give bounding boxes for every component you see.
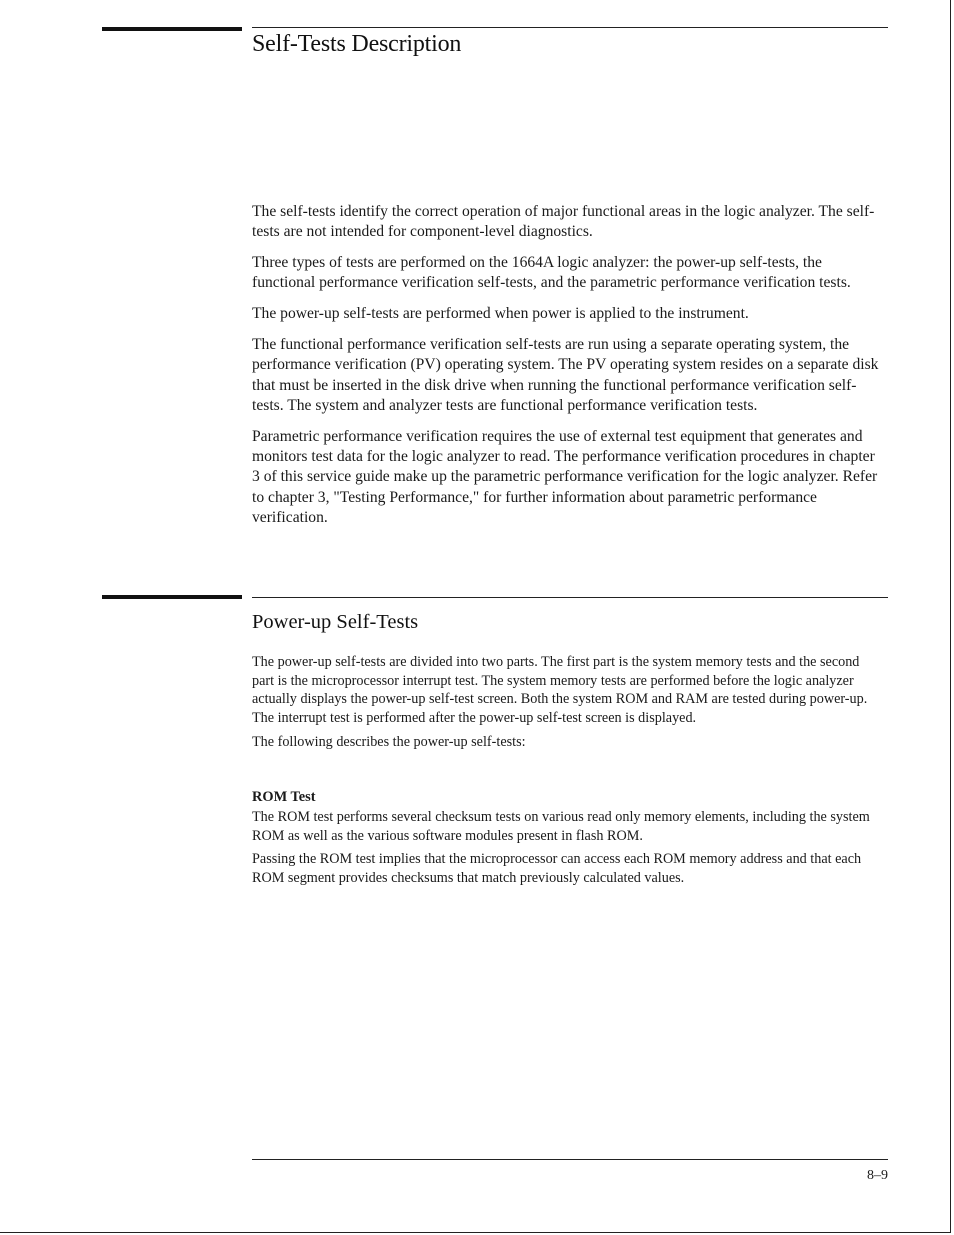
footer-rule: [252, 1159, 888, 1160]
paragraph: Parametric performance verification requires the use of external test equipment that generates and monitors test data for the logic analyzer to read. The performance verification procedures in chapter 3 of this service guide make up the parametric performance verification for the logic analyzer. Refer to chapter 3, "Testing Performance," for further information about parametric performance verification.: [252, 427, 878, 526]
paragraph: The functional performance verification self-tests are run using a separate operating system, the performance verification (PV) operating system. The PV operating system resides on a separate disk that must be inserted in the disk drive when running the functional performance verification self-tests. The system and analyzer tests are functional performance verification tests.: [252, 335, 879, 414]
paragraph: The following describes the power-up self-tests:: [252, 733, 526, 750]
paragraph: The power-up self-tests are divided into two parts. The first part is the system memory tests and the second part is the microprocessor interrupt test. The system memory tests are performed before the logic analyzer actually displays the power-up self-test screen. Both the system ROM and RAM are tested during power-up. The interrupt test is performed after the power-up self-test screen is displayed.: [252, 654, 868, 727]
page-number: 8–9: [867, 1168, 888, 1183]
paragraph: The ROM test performs several checksum tests on various read only memory elements, including the system ROM as well as the various software modules present in flash ROM.: [252, 809, 870, 844]
page-edge-bottom: [0, 1232, 951, 1233]
paragraph: Three types of tests are performed on the 1664A logic analyzer: the power-up self-tests, the functional performance verification self-tests, and the parametric performance verification tests.: [252, 254, 851, 292]
paragraph: The self-tests identify the correct operation of major functional areas in the logic analyzer. The self-tests are not intended for component-level diagnostics.: [252, 203, 875, 241]
rom-test-section: [252, 788, 882, 893]
section1-body: [252, 202, 882, 539]
section-marker-bar: [102, 27, 242, 31]
paragraph: The power-up self-tests are performed when power is applied to the instrument.: [252, 305, 749, 323]
section-rule: [252, 27, 888, 28]
section2-body: [252, 653, 882, 757]
section-title-self-tests-description: Self-Tests Description: [252, 31, 462, 57]
section-title-power-up-self-tests: Power-up Self-Tests: [252, 611, 419, 633]
section-rule: [252, 597, 888, 598]
section-marker-bar: [102, 595, 242, 599]
rom-test-heading: ROM Test: [252, 789, 316, 805]
paragraph: Passing the ROM test implies that the microprocessor can access each ROM memory address and that each ROM segment provides checksums that match previously calculated values.: [252, 851, 862, 887]
page-edge-right: [950, 0, 951, 1233]
